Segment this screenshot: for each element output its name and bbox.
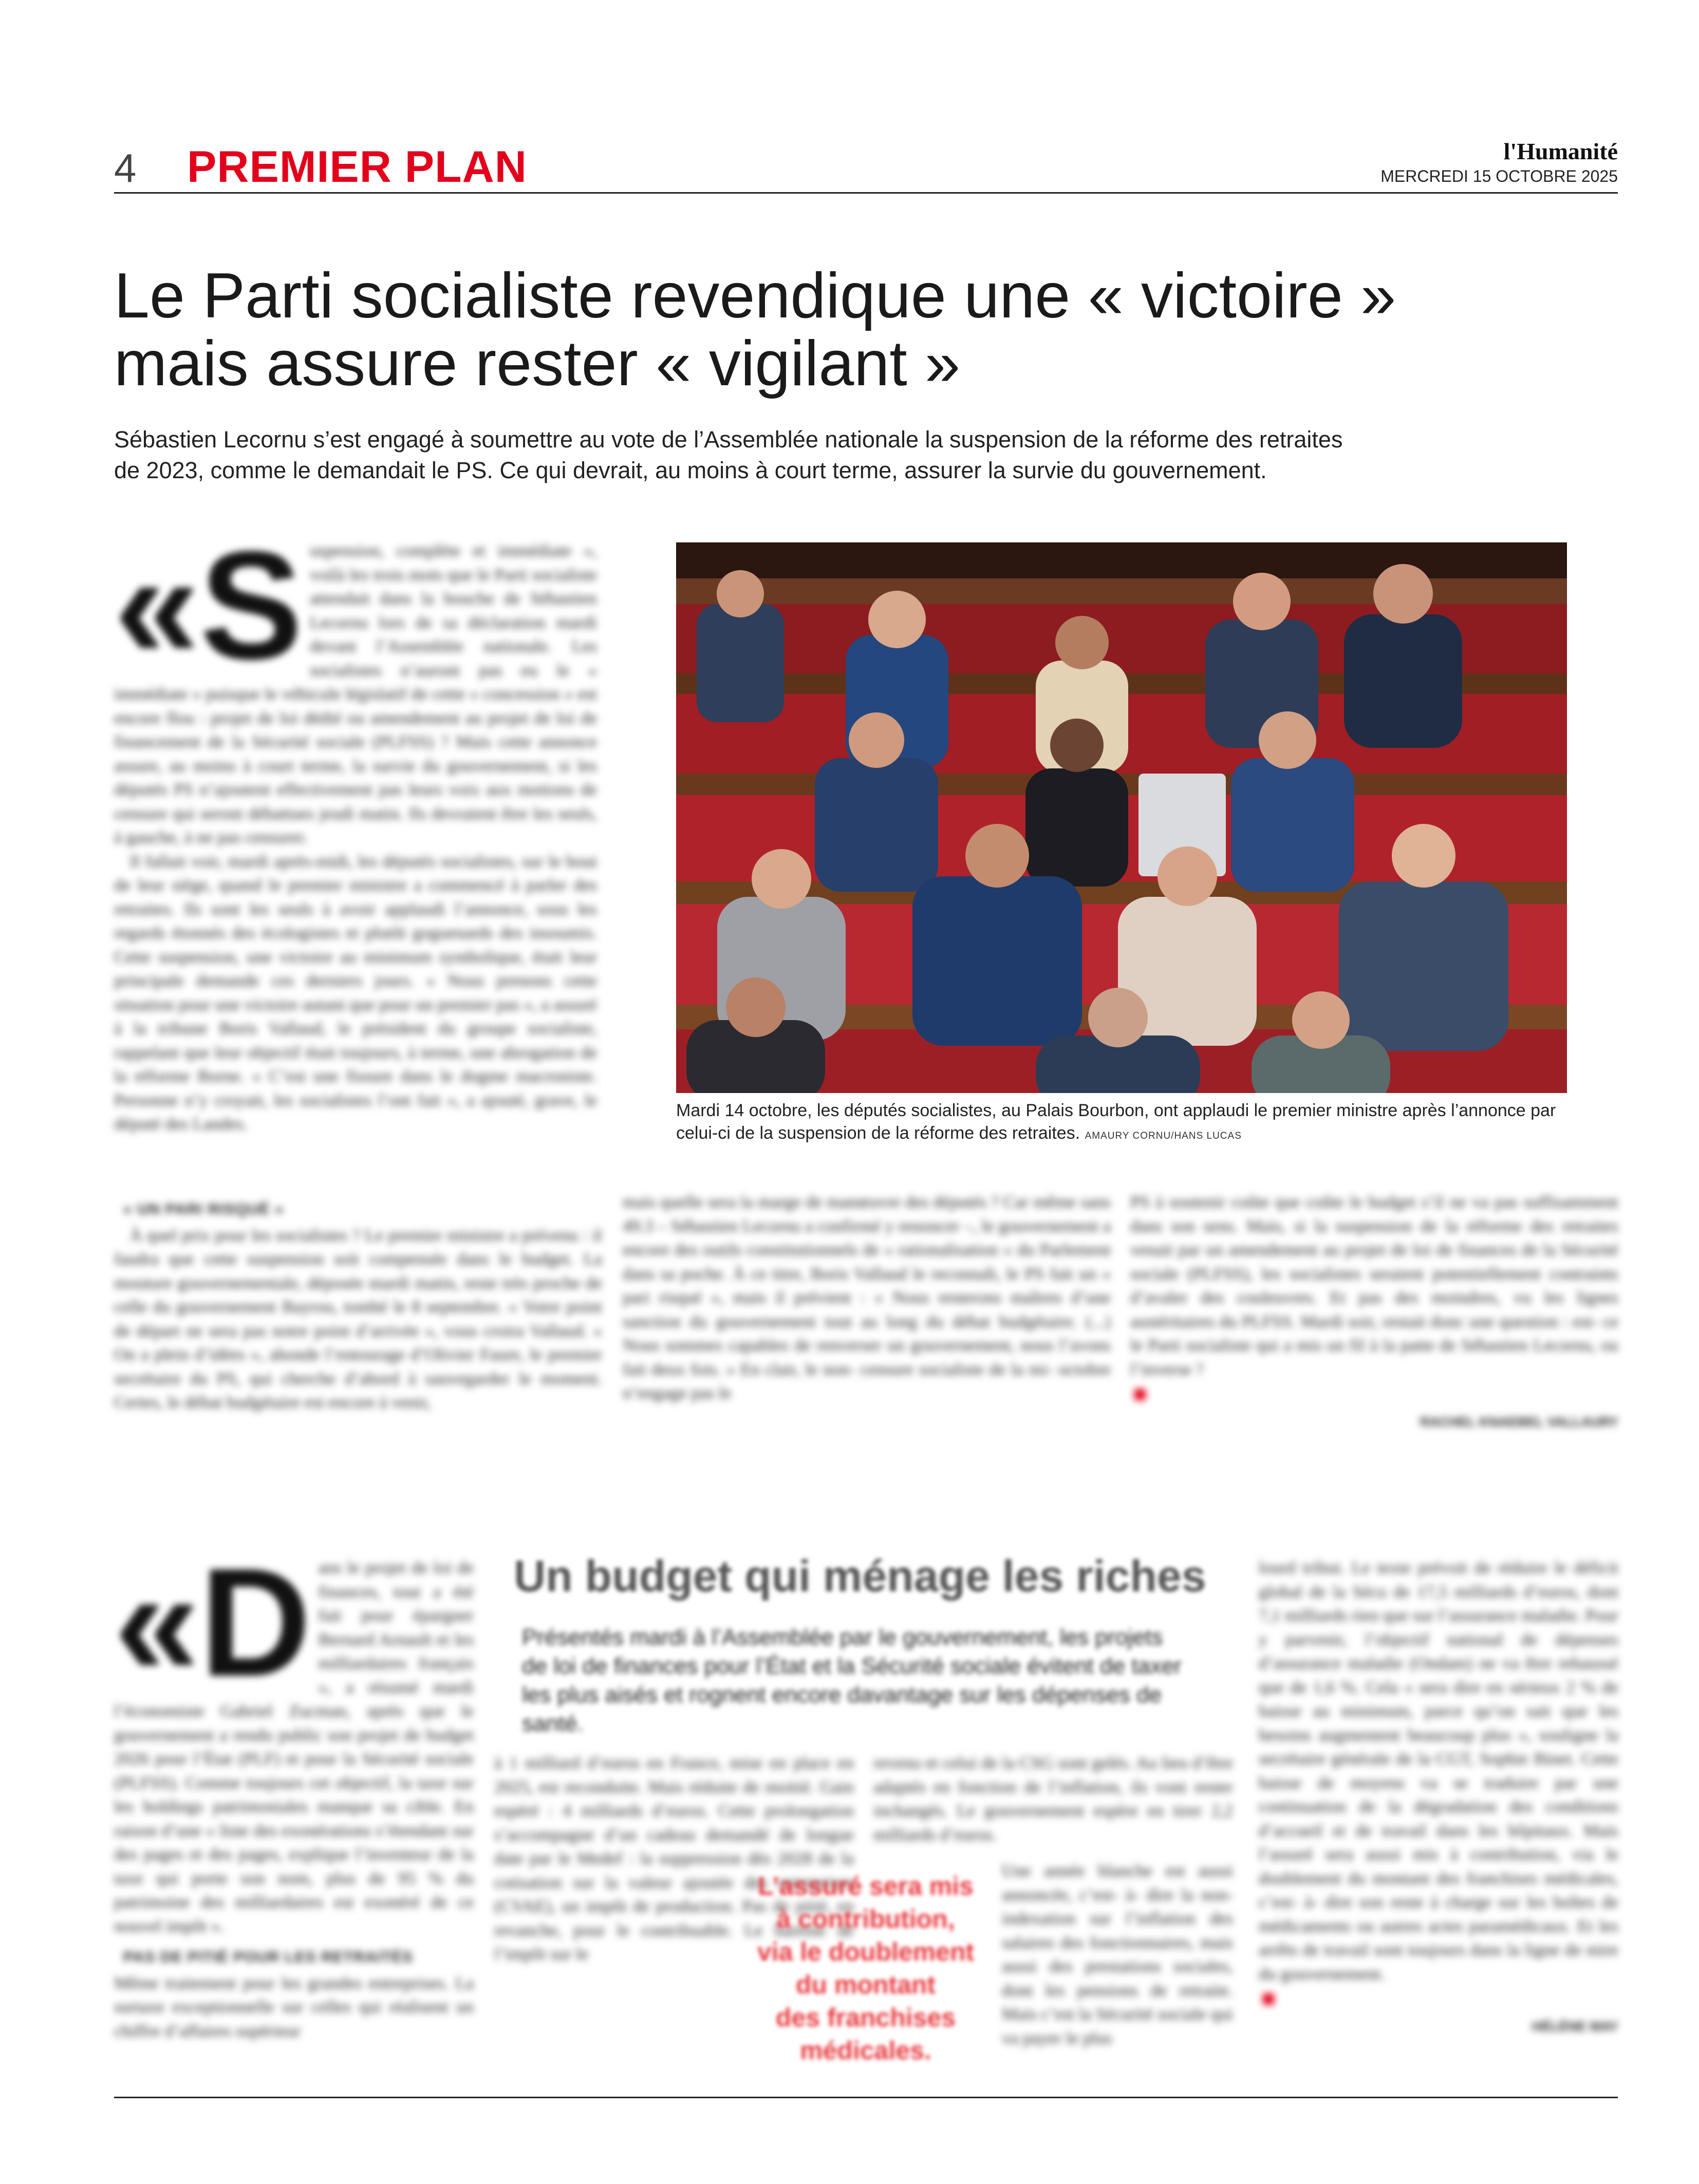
- box-subhead: PAS DE PITIÉ POUR LES RETRAITÉS: [123, 1949, 413, 1966]
- header-rule: [114, 192, 1618, 194]
- headline-line-1: Le Parti socialiste revendique une « victoire »: [114, 260, 1396, 331]
- standfirst-line-1: Sébastien Lecornu s’est engagé à soumettre au vote de l’Assemblée nationale la suspension de la réforme des retraites: [114, 426, 1343, 453]
- headline-line-2: mais assure rester « vigilant »: [114, 328, 961, 399]
- article-column-1: [114, 539, 597, 1171]
- box-pullquote: [753, 1870, 979, 2067]
- pullquote-line: médicales.: [800, 2036, 931, 2065]
- article-paragraph: Il fallait voir, mardi après-midi, les députés socialistes, sur le bout de leur siège, quand le premier ministre a commencé à parler des retraites. Ils sont les seuls à avoir applaudi l’annonce, sous les regards étonnés des écologistes et plutôt goguenards des insoumis. Cette suspension, une victoire au minimum symbolique, était leur principale demande ces derniers jours. « Nous prenons cette situation pour une victoire autant que pour un premier pas », a assuré à la tribune Boris Vallaud, le président du groupe socialiste, rappelant que leur objectif était toujours, à terme, une abrogation de la réforme Borne. « C’est une fissure dans le dogme macroniste. Personne n’y croyait, les socialistes l’ont fait », a ajouté, grave, le député des Landes.: [114, 852, 597, 1134]
- box-paragraph: à 1 milliard d’euros en France, mise en place en 2025, est reconduite. Mais réduite de moitié. Gain espéré : 4 milliards d’euros. Cette prolongation s’accompagne d’un cadeau demandé de longue date par le Medef : la suppression dès 2028 de la cotisation sur la valeur ajoutée des entreprises (CVAE), un impôt de production. Pas de pitié, en revanche, pour le contribuable. Le barème de l’impôt sur le: [494, 1754, 854, 1964]
- pullquote-line: L’assuré sera mis: [758, 1872, 974, 1900]
- page-number: 4: [114, 145, 137, 191]
- box-paragraph: revenu et celui de la CSG sont gelés. Au lieu d’être adaptés en fonction de l’inflation, ils vont rester inchangés. Le gouvernement espère en tirer 2,2 milliards d’euros.: [873, 1754, 1233, 1844]
- box-dek-line-3: les plus aisés et rognent encore davantage sur les dépenses de santé.: [522, 1682, 1162, 1736]
- box-title: Un budget qui ménage les riches: [514, 1552, 1206, 1601]
- box-signature: HÉLÈNE MAY: [1532, 2018, 1618, 2034]
- box-dek-line-1: Présentés mardi à l’Assemblée par le gouvernement, les projets: [522, 1625, 1163, 1650]
- box-end-mark: [1263, 1993, 1274, 2005]
- article-signature: RACHEL KNAEBEL VALLAURY: [1420, 1414, 1618, 1429]
- footer-rule: [114, 2097, 1618, 2098]
- photo-caption: [676, 1099, 1591, 1147]
- article-subhead: « UN PARI RISQUÉ »: [123, 1201, 284, 1218]
- masthead: [1380, 138, 1618, 186]
- box-paragraph: Même traitement pour les grandes entreprises. La surtaxe exceptionnelle sur celles qui réalisent un chiffre d’affaires supérieur: [114, 1973, 474, 2041]
- article-column-4: [1130, 1191, 1618, 1432]
- caption-text: Mardi 14 octobre, les députés socialistes, au Palais Bourbon, ont applaudi le premier ministre après l’annonce par celui-ci de la suspension de la réforme des retraites.: [676, 1101, 1556, 1143]
- article-column-3: [623, 1191, 1111, 1437]
- pullquote-line: via le doublement: [757, 1937, 975, 1966]
- photo-credit: AMAURY CORNU/HANS LUCAS: [1085, 1131, 1242, 1141]
- box-drop-cap: «D: [114, 1556, 311, 1708]
- box-dek-line-2: de loi de finances pour l’État et la Sécurité sociale évitent de taxer: [522, 1653, 1182, 1679]
- box-paragraph: Une année blanche est aussi annoncée, c’est- à- dire la non- indexation sur l’inflation des salaires des fonctionnaires, mais aussi des prestations sociales, dont les pensions de retraite. Mais c’est la Sécurité sociale qui va payer le plus: [1002, 1861, 1233, 2048]
- box-column-4: [1259, 1556, 1618, 2085]
- end-mark: [1134, 1389, 1146, 1400]
- article-paragraph: À quel prix pour les socialistes ? Le premier ministre a prévenu : il faudra que cette suspension soit compensée dans le budget. La mouture gouvernementale, déposée mardi matin, reste très proche de celle du gouvernement Bayrou, tombé le 8 septembre. « Votre point de départ ne sera pas notre point d’arrivée », vous croira Vallaud. « On a plein d’idées », abonde l’entourage d’Olivier Faure, le premier secrétaire du PS, qui cherche d’abord à sauvegarder le moment. Certes, le débat budgétaire est encore à venir,: [114, 1226, 602, 1412]
- drop-cap: «S: [114, 539, 303, 691]
- pullquote-line: à contribution,: [776, 1905, 955, 1933]
- pullquote-line: du montant: [795, 1970, 936, 1999]
- article-headline: [114, 262, 1398, 398]
- box-standfirst: [522, 1623, 1221, 1738]
- assembly-photo: [676, 542, 1567, 1093]
- article-paragraph: PS à soutenir coûte que coûte le budget s’il ne va pas suffisamment dans son sens. Mais, si la suspension de la réforme des retraites venait par un amendement au projet de loi de finances de la Sécurité sociale (PLFSS), les socialistes seraient potentiellement contraints d’avaler des couleuvres. Et pas des moindres, vu les lignes austéritaires du PLFSS. Mardi soir, restait donc une question : est- ce le Parti socialiste qui a mis un fil à la patte de Sébastien Lecornu, ou l’inverse ?: [1130, 1193, 1618, 1379]
- box-column-1: [114, 1556, 474, 2085]
- newspaper-name: l'Humanité: [1503, 138, 1618, 164]
- issue-date: MERCREDI 15 OCTOBRE 2025: [1380, 167, 1618, 185]
- pullquote-line: des franchises: [775, 2003, 956, 2032]
- standfirst-line-2: de 2023, comme le demandait le PS. Ce qui devrait, au moins à court terme, assurer la survie du gouvernement.: [114, 457, 1267, 483]
- box-paragraph: lourd tribut. Le texte prévoit de réduire le déficit global de la Sécu de 17,5 milliards d’euros, dont 7,1 milliards rien que sur l’assurance maladie. Pour y parvenir, l’objectif national de dépenses d’assurance maladie (Ondam) ne va être rehaussé que de 1,6 %. Cela « sera dire en sérieux 2 % de baisse au minimum, parce qu’on sait que les besoins augmentent beaucoup plus », souligne la secrétaire générale de la CGT, Sophie Binet. Cette baisse de moyens va se traduire par une continuation de la dégradation des conditions d’accueil et de travail dans les hôpitaux. Mais l’assuré sera aussi mis à contribution, via le doublement du montant des franchises médicales, c’est- à- dire son reste à charge sur les boîtes de médicaments ou autres actes paramédicaux. Et les arrêts de travail sont toujours dans la ligne de mire du gouvernement.: [1259, 1558, 1618, 1984]
- section-rubric: PREMIER PLAN: [187, 142, 527, 192]
- article-paragraph: uspension, complète et immédiate », voilà les trois mots que le Parti socialiste attendait dans la bouche de Sébastien Lecornu lors de sa déclaration mardi devant l’Assemblée nationale. Les socialistes n’auront pas eu le « immédiate » puisque le véhicule législatif de cette « concession » est encore flou : projet de loi dédié ou amendement au projet de loi de financement de la Sécurité sociale (PLFSS) ? Mais cette annonce assure, au moins à court terme, la survie du gouvernement, si les députés PS n’ajoutent effectivement pas leurs voix aux motions de censure qui seront débattues jeudi matin. Ils devraient être les seuls, à gauche, à ne pas censurer.: [114, 541, 597, 847]
- photo-illustration: [676, 542, 1567, 1093]
- box-column-3b: [1002, 1859, 1233, 2085]
- box-paragraph: ans le projet de loi de finances, tout a été fait pour épargner Bernard Arnault et les milliardaires français », a résumé mardi l’économiste Gabriel Zucman, après que le gouvernement a rendu public son projet de budget 2026 pour l’État (PLF) et pour la Sécurité sociale (PLFSS). Comme toujours cet objectif, la taxe sur les holdings patrimoniales manque sa cible. En raison d’une « liste des exonérations s’étendant sur des pages et des pages, explique l’inventeur de la taxe qui porte son nom, plus de 95 % du patrimoine des milliardaires est exonéré de ce nouvel impôt ».: [114, 1558, 474, 1936]
- article-standfirst: [114, 424, 1347, 486]
- article-column-2: [114, 1191, 602, 1437]
- article-paragraph: mais quelle sera la marge de manœuvre des députés ? Car même sans 49.3 – Sébastien Lecornu a confirmé y renoncer –, le gouvernement a encore des outils constitutionnels de « rationalisation » du Parlement dans sa poche. À ce titre, Boris Vallaud le reconnaît, le PS fait un « pari risqué », mais il prévient : « Nous resterons maîtres d’une sanction du gouvernement tout au long du débat budgétaire. (...) Nous sommes capables de renverser un gouvernement, nous l’avons fait deux fois. » En clair, le non- censure socialiste de la mi- octobre n’engage pas le: [623, 1193, 1111, 1403]
- box-column-3a: [873, 1752, 1233, 1865]
